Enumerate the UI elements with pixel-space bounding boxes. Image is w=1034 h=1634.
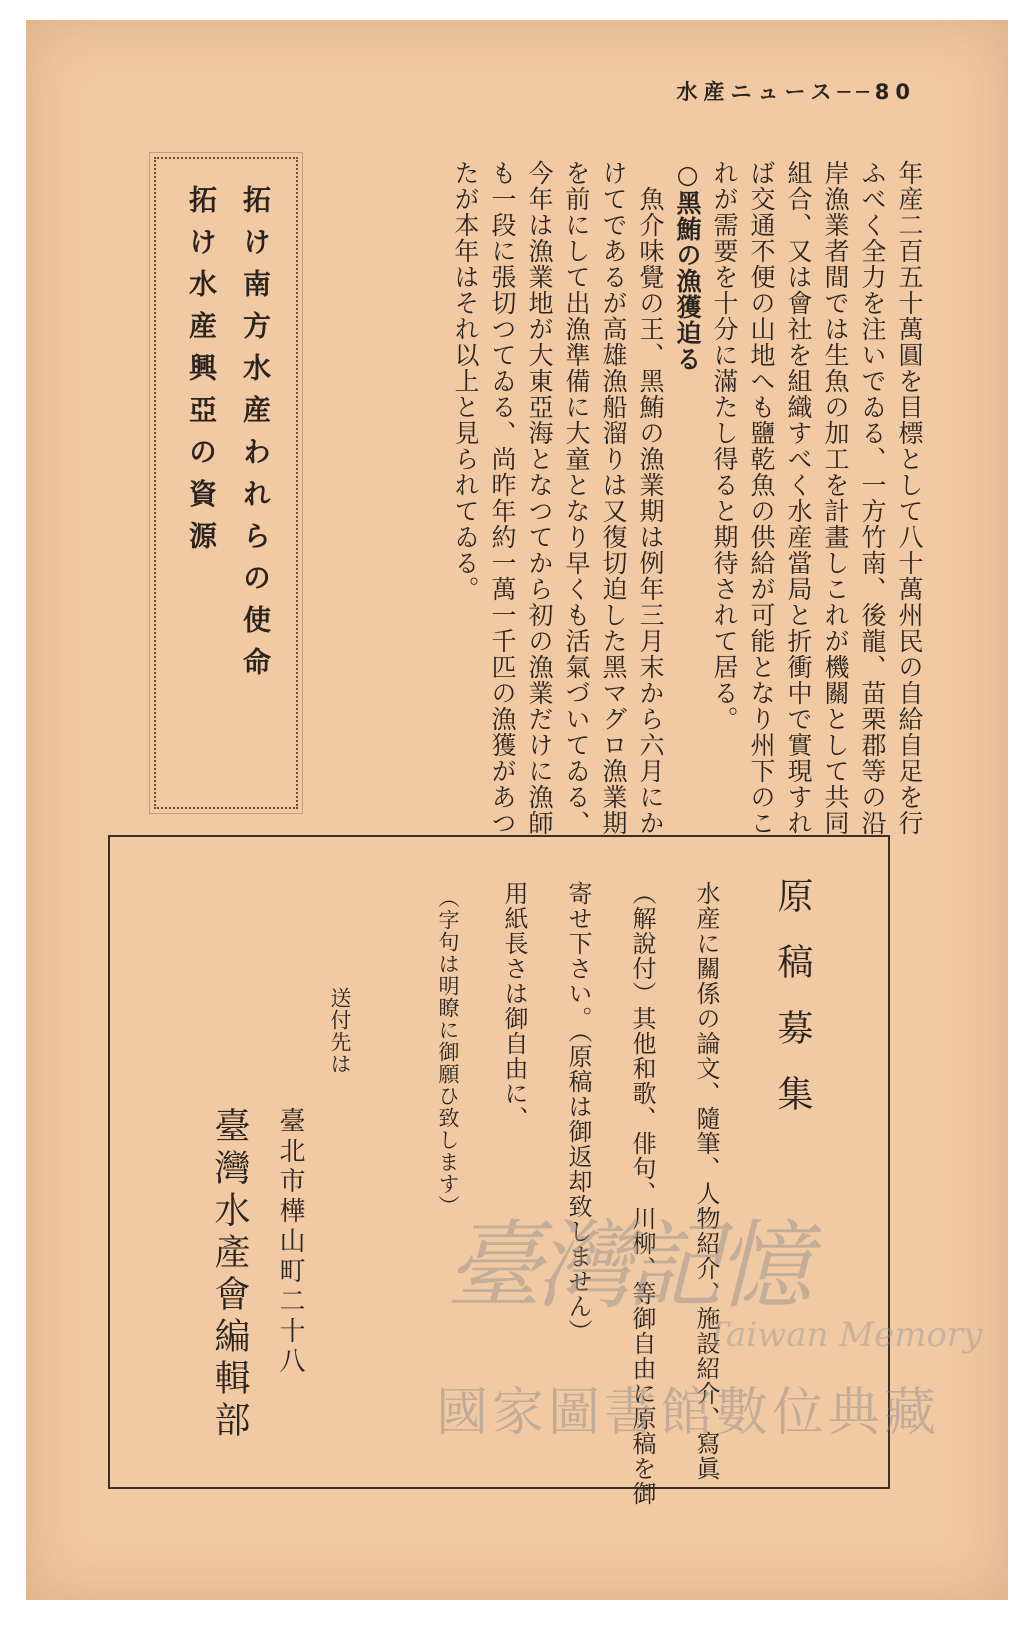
page-header: 水産ニュース──80 (676, 80, 916, 104)
article-line: たが本年はそれ以上と見られてゐる。 (451, 160, 480, 602)
article-line: 組合、又は會社を組織すべく水産當局と折衝中で實現すれ (784, 160, 813, 836)
watermark-calligraphy: 臺灣記憶 (446, 1210, 806, 1322)
slogan-text (174, 185, 282, 689)
article-line: 魚介味覺の王、黑鮪の漁業期は例年三月末から六月にか (636, 160, 665, 836)
notice-destination-label: 送付先は (328, 987, 352, 1075)
slogan-box (154, 157, 298, 809)
article-line: けてであるが高雄漁船溜りは又復切迫した黑マグロ漁業期 (599, 160, 628, 836)
article-heading: ○黑鮪の漁獲迫る (673, 160, 702, 372)
article-line: ふべく全力を注いでゐる、一方竹南、後龍、苗栗郡等の沿 (858, 160, 887, 836)
notice-title: 原稿募集 (772, 877, 813, 1141)
article-line: 今年は漁業地が大東亞海となつてから初の漁業だけに漁師 (525, 160, 554, 836)
article-line: れが需要を十分に滿たし得ると期待されて居る。 (710, 160, 739, 732)
magazine-page (26, 20, 1008, 1600)
notice-note: （字句は明瞭に御願ひ致します） (436, 887, 460, 1217)
notice-line: 用紙長さは御自由に、 (500, 881, 528, 1131)
slogan-line: 拓け水産興亞の資源 (185, 185, 218, 563)
manuscript-notice-box (108, 835, 890, 1506)
notice-line: 寄せ下さい。（原稿は御返却致しません） (564, 881, 592, 1344)
article-body (447, 160, 928, 836)
article-line: ば交通不便の山地へも鹽乾魚の供給が可能となり州下のこ (747, 160, 776, 836)
notice-address: 臺北市樺山町二十八 (275, 1107, 305, 1377)
notice-body (482, 881, 738, 1506)
slogan-line: 拓け南方水産われらの使命 (239, 185, 272, 689)
watermark-library: 國家圖書館數位典藏 (436, 1383, 941, 1443)
notice-line: 水産に關係の論文、隨筆、人物紹介、施設紹介、寫眞 (692, 881, 720, 1481)
watermark-english: Taiwan Memory (706, 1315, 983, 1355)
notice-organization: 臺灣水產會編輯部 (209, 1107, 250, 1443)
article-line: も一段に張切つてゐる、尚昨年約一萬一千匹の漁獲があつ (488, 160, 517, 836)
article-line: 年産二百五十萬圓を目標として八十萬州民の自給自足を行 (895, 160, 924, 836)
article-line: 岸漁業者間では生魚の加工を計畫しこれが機關として共同 (821, 160, 850, 836)
notice-line: （解說付）其他和歌、俳句、川柳、等御自由に原稿を御 (628, 881, 656, 1506)
article-line: を前にして出漁準備に大童となり早くも活氣づいてゐる、 (562, 160, 591, 836)
